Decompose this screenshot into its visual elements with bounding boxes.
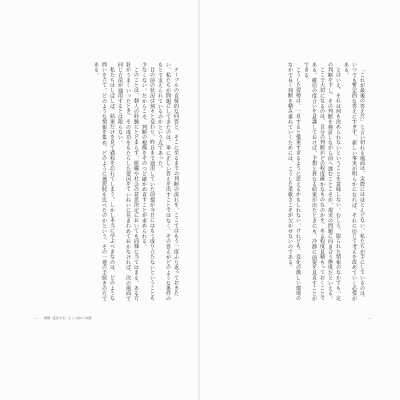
right-page-number: — <box>368 316 371 320</box>
right-page <box>200 0 400 400</box>
paragraph: こうした姿勢は、一見すると慎重すぎるように思えるかもしれない。けれども、変化の激しい環境のなかで長く判断を積み重ねていくためには、こうした柔軟さこそが欠かせないのである。 <box>287 62 301 301</box>
left-page-number: — <box>34 316 37 320</box>
paragraph: このことは、個人の経験にとどまらず、組織や社会の意思決定においても同様に当てはまる。ある方針がうまくいったとき、その成功をもたらした要因をていねいに見きわめておかなければ、次の場面で同じ方法が通用するとは限らない。 <box>117 62 139 302</box>
paragraph: とはいえ、それは何も決められないということを意味しない。むしろ、限られた情報のなかでも一定の判断を下し、その判断を検証しながら前へ進むことこそが、現実の問題に向き合う態度だといえる。 <box>327 62 341 302</box>
paragraph: 目の前の状況は刻々と変わり、昨日まで通用していた前提が今日にはもう成り立たないということも少なくない。だからこそ、判断の根拠をそのつど確かめ直すことが求められる。 <box>141 62 155 301</box>
paragraph: ここで大切になるのは、自分の判断がどの程度確かなものなのかを、ある程度見積もっておくことである。確信の度合いを意識しておけば、予想と異なる結果が出たときにも、冷静に前提を見直すことができる。 <box>303 62 325 302</box>
right-body-text <box>220 62 366 302</box>
left-body-text <box>34 62 180 302</box>
paragraph: 私たちはしばしば、結果だけを見て過程を忘れてしまう。しかし本当に学ぶべきなのは、どのような問いを立て、どのような情報を集め、どのように選択肢を比べたのかという、その一連の手続きの方である。 <box>93 62 115 302</box>
paragraph: 「これが最後の答えだ」と言い切れる場面は、実際にはほとんどない。私たちが手にしているのは、いつでも暫定的な答えにすぎず、新しい事実が明らかになれば、それに応じて考えを改めていく必要がある。 <box>343 62 365 302</box>
running-head: 問題〈変化する〉そこへ向かう判断 <box>44 316 92 320</box>
paragraph: テーブルの直接的な回答と、そこに至るまでの判断の流れを、ここではもう一度ふり返っておきたい。私たちが問題にしてきたのは、単に正しい答えを出すことではなく、その答えがどのような条件のもとで支えられているのかという点であった。 <box>157 62 179 302</box>
